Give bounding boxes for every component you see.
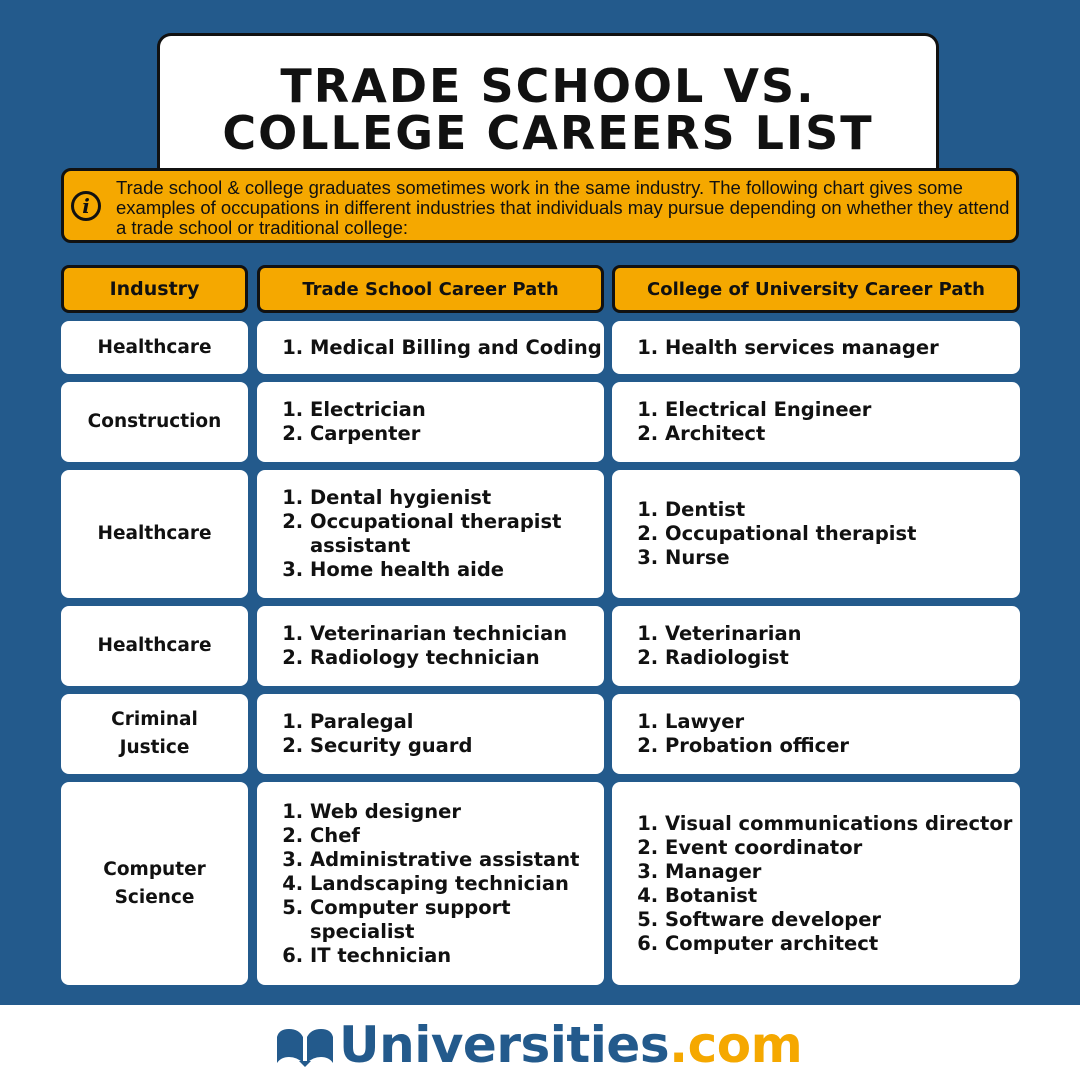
industry-label (111, 706, 198, 762)
career-list-item: 2. Probation officer (665, 734, 849, 758)
college-career-cell (612, 782, 1020, 985)
trade-career-list (295, 622, 567, 670)
college-career-list (650, 498, 916, 570)
career-list-item: 2. Radiology technician (310, 646, 567, 670)
logo-accent: .com (669, 1016, 803, 1074)
career-list-item: 1. Paralegal (310, 710, 472, 734)
industry-label-line: Healthcare (97, 336, 212, 358)
college-career-list (650, 622, 801, 670)
industry-label (98, 632, 212, 660)
trade-career-cell (257, 321, 604, 374)
career-list-item: 6. IT technician (310, 944, 604, 968)
industry-label-line: Justice (119, 737, 190, 758)
industry-label (98, 520, 212, 548)
career-list-item: 1. Health services manager (665, 336, 939, 360)
college-career-cell (612, 321, 1020, 374)
info-icon: i (71, 191, 101, 221)
open-book-icon (275, 1023, 335, 1067)
career-list-item: 3. Home health aide (310, 558, 604, 582)
college-career-cell (612, 606, 1020, 686)
header-trade-school: Trade School Career Path (257, 265, 604, 313)
trade-career-list (295, 710, 472, 758)
college-career-cell (612, 382, 1020, 462)
trade-career-list (295, 398, 426, 446)
career-list-item: 1. Dental hygienist (310, 486, 604, 510)
career-list-item: 2. Security guard (310, 734, 472, 758)
trade-career-list (295, 336, 602, 360)
logo (275, 1016, 803, 1074)
career-list-item: 6. Computer architect (665, 932, 1012, 956)
page-title-line-1: TRADE SCHOOL VS. (280, 58, 816, 113)
logo-main: Universities (339, 1016, 670, 1074)
career-list-item: 1. Veterinarian technician (310, 622, 567, 646)
industry-cell (61, 382, 248, 462)
industry-label-line: Criminal (111, 709, 198, 730)
career-list-item: 1. Electrician (310, 398, 426, 422)
industry-cell (61, 321, 248, 374)
college-career-list (650, 336, 939, 360)
industry-label-line: Construction (87, 411, 222, 432)
industry-label (103, 856, 206, 912)
industry-label (88, 408, 222, 436)
career-list-item: 4. Botanist (665, 884, 1012, 908)
industry-label-line: Healthcare (97, 523, 212, 544)
industry-cell (61, 782, 248, 985)
career-list-item: 4. Landscaping technician (310, 872, 604, 896)
industry-cell (61, 606, 248, 686)
info-banner (61, 168, 1019, 243)
info-text: Trade school & college graduates sometimes work in the same industry. The following chart gives some examples of occupations in different industries that individuals may pursue depending on whether they attend a trade school or traditional college: (116, 177, 1010, 238)
header-college: College of University Career Path (612, 265, 1020, 313)
career-list-item: 3. Nurse (665, 546, 916, 570)
college-career-list (650, 710, 849, 758)
college-career-cell (612, 470, 1020, 598)
career-list-item: 1. Visual communications director (665, 812, 1012, 836)
industry-label-line: Computer (103, 858, 206, 880)
career-list-item: 1. Medical Billing and Coding (310, 336, 602, 360)
footer (0, 1005, 1080, 1080)
trade-career-cell (257, 782, 604, 985)
trade-career-cell (257, 470, 604, 598)
industry-cell (61, 694, 248, 774)
college-career-list (650, 812, 1012, 956)
logo-text (339, 1016, 803, 1074)
page-title-line-2: COLLEGE CAREERS LIST (222, 105, 874, 160)
career-list-item: 2. Radiologist (665, 646, 801, 670)
trade-career-cell (257, 694, 604, 774)
career-list-item: 2. Occupational therapist assistant (310, 510, 604, 558)
trade-career-list (295, 800, 604, 968)
career-list-item: 5. Computer support specialist (310, 896, 604, 944)
career-list-item: 3. Manager (665, 860, 1012, 884)
career-list-item: 1. Veterinarian (665, 622, 801, 646)
trade-career-cell (257, 382, 604, 462)
career-list-item: 2. Chef (310, 824, 604, 848)
trade-career-list (295, 486, 604, 582)
career-list-item: 1. Electrical Engineer (665, 398, 871, 422)
industry-label-line: Science (114, 886, 195, 908)
career-list-item: 5. Software developer (665, 908, 1012, 932)
college-career-cell (612, 694, 1020, 774)
college-career-list (650, 398, 871, 446)
trade-career-cell (257, 606, 604, 686)
career-list-item: 2. Carpenter (310, 422, 426, 446)
career-list-item: 3. Administrative assistant (310, 848, 604, 872)
career-list-item: 2. Architect (665, 422, 871, 446)
industry-cell (61, 470, 248, 598)
header-industry: Industry (61, 265, 248, 313)
career-list-item: 2. Event coordinator (665, 836, 1012, 860)
career-list-item: 1. Dentist (665, 498, 916, 522)
career-list-item: 1. Web designer (310, 800, 604, 824)
title-box (157, 33, 939, 183)
industry-label (98, 334, 212, 362)
industry-label-line: Healthcare (97, 635, 212, 656)
career-list-item: 1. Lawyer (665, 710, 849, 734)
career-list-item: 2. Occupational therapist (665, 522, 916, 546)
